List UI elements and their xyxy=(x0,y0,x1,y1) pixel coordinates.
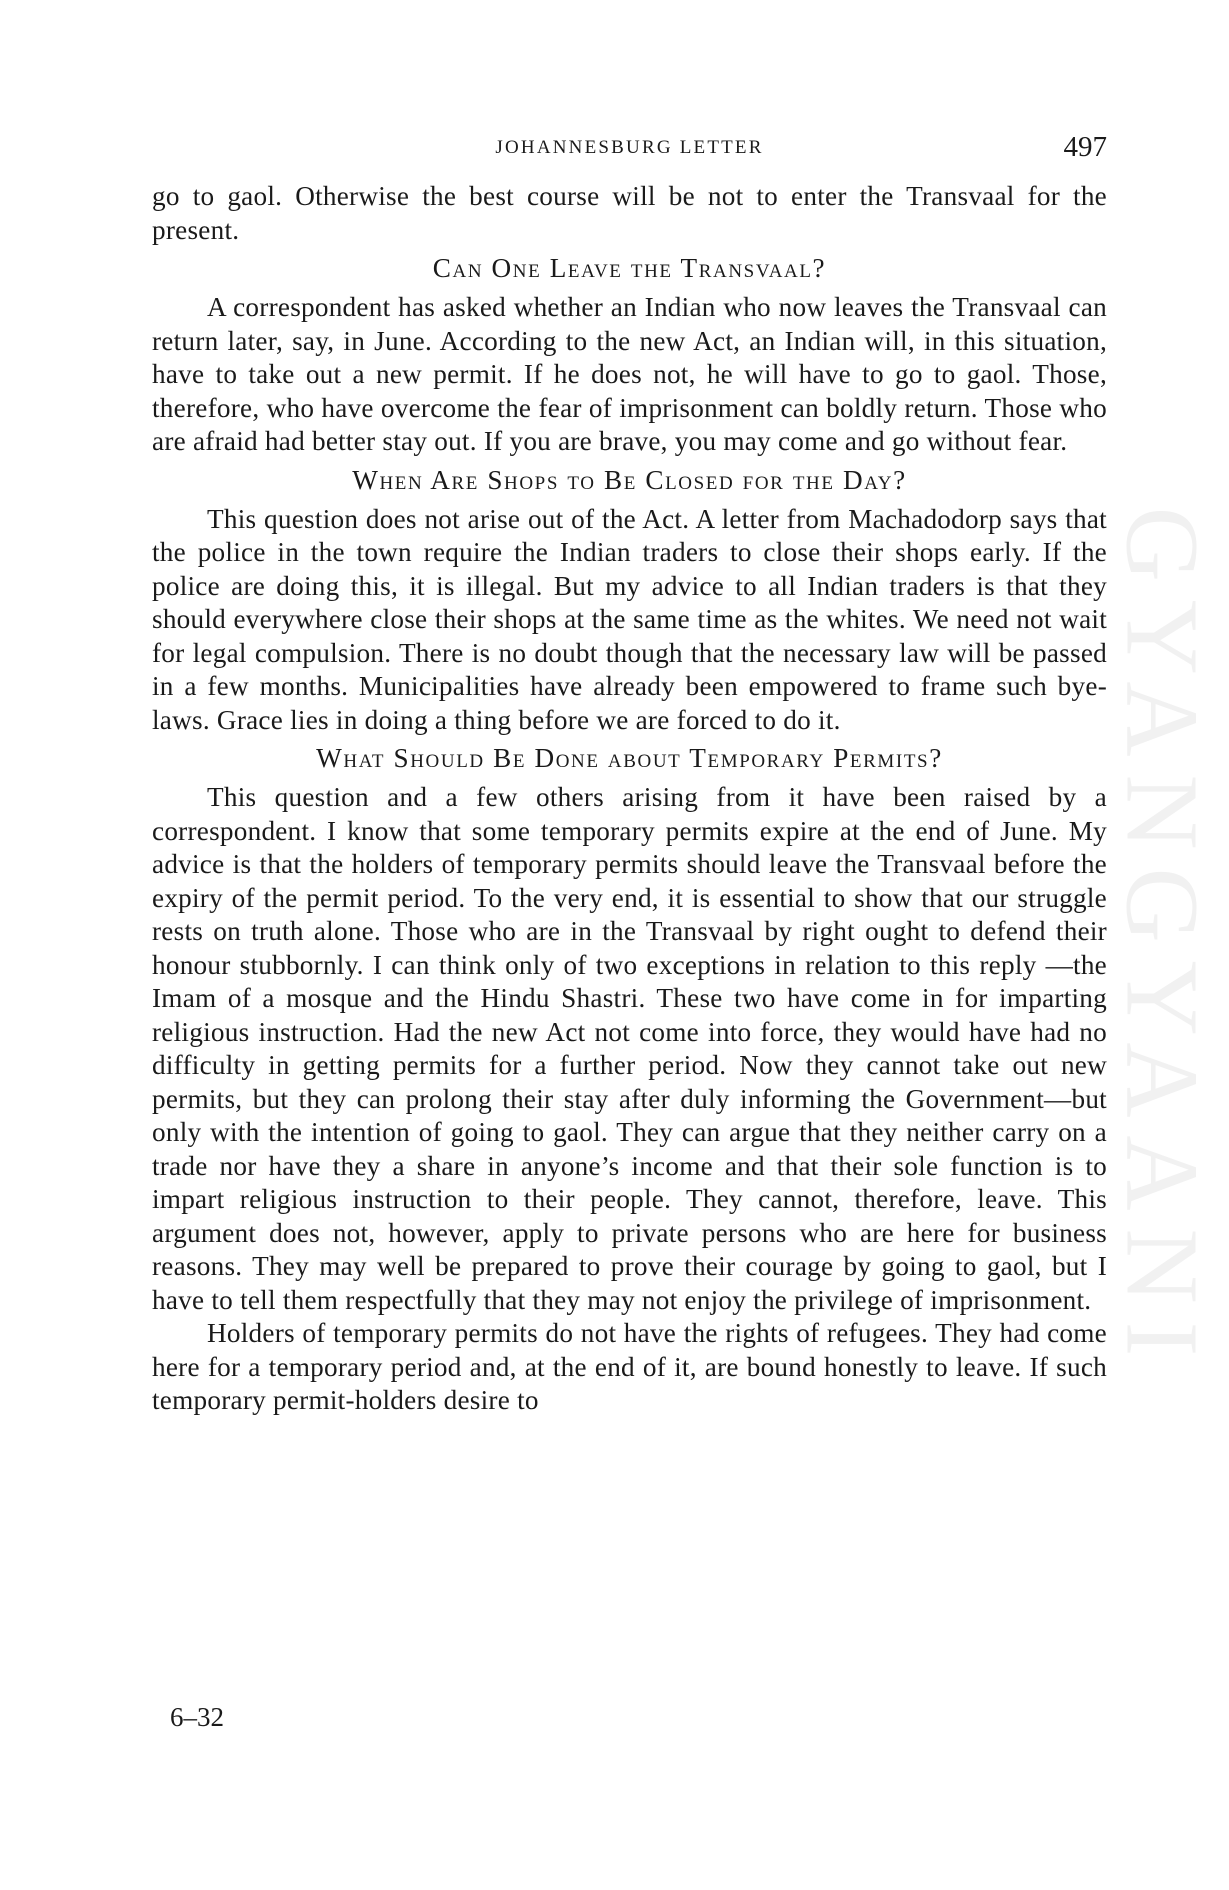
paragraph: This question does not arise out of the Act. A letter from Machadodorp says that the police in the town require the Indian traders to close their shops early. If the police are doing this, it is illegal. But my advice to all Indian traders is that they should everywhere close their shops at the same time as the whites. We need not wait for legal compulsion. There is no doubt though that the necessary law will be passed in a few months. Municipalities have already been empowered to frame such bye-laws. Grace lies in doing a thing before we are forced to do it. xyxy=(152,503,1107,735)
section-heading: Can One Leave the Transvaal? xyxy=(432,253,827,283)
page-folio: 6–32 xyxy=(170,1702,224,1732)
body-text xyxy=(152,180,1107,1418)
paragraph: go to gaol. Otherwise the best course will be not to enter the Transvaal for the present. xyxy=(152,181,1107,245)
watermark-text: GYANGYAANI xyxy=(1104,506,1220,1374)
section-heading: When Are Shops to Be Closed for the Day? xyxy=(352,464,907,495)
running-title: JOHANNESBURG LETTER xyxy=(495,137,764,158)
running-header xyxy=(152,131,1107,165)
paragraph: Holders of temporary permits do not have the rights of refugees. They had come here for a temporary period and, at the end of it, are bound honestly to leave. If such temporary permit-holders desire to xyxy=(152,1318,1107,1415)
page-number: 497 xyxy=(1063,131,1107,163)
section-heading: What Should Be Done about Temporary Permits? xyxy=(316,743,943,773)
paragraph: This question and a few others arising from it have been raised by a correspondent. I know that some temporary permits expire at the end of June. My advice is that the holders of temporary permits should leave the Transvaal before the expiry of the permit period. To the very end, it is essential to show that our struggle rests on truth alone. Those who are in the Transvaal by right ought to defend their honour stubbornly. I can think only of two exceptions in relation to this reply —the Imam of a mosque and the Hindu Shastri. These two have come in for imparting religious instruction. Had the new Act not come into force, they would have had no difficulty in getting permits for a further period. Now they cannot take out new permits, but they can prolong their stay after duly informing the Government—but only with the intention of going to gaol. They can argue that they neither carry on a trade nor have they a share in anyone’s income and that their sole function is to impart religious instruction to their people. They cannot, therefore, leave. This argument does not, however, apply to private persons who are here for business reasons. They may well be prepared to prove their courage by going to gaol, but I have to tell them respectfully that they may not enjoy the privilege of imprisonment. xyxy=(152,782,1107,1315)
paragraph: A correspondent has asked whether an Indian who now leaves the Transvaal can return later, say, in June. According to the new Act, an Indian will, in this situation, have to take out a new permit. If he does not, he will have to go to gaol. Those, therefore, who have overcome the fear of imprisonment can boldly return. Those who are afraid had better stay out. If you are brave, you may come and go without fear. xyxy=(152,292,1107,456)
watermark xyxy=(1104,506,1220,1374)
